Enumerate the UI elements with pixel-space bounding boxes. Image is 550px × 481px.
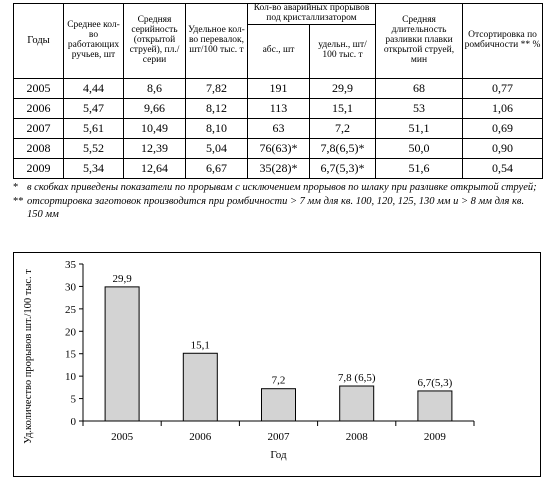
y-tick-label: 15: [65, 348, 76, 361]
data-label: 7,2: [271, 374, 286, 387]
x-tick-label: 2008: [345, 431, 368, 443]
cell-series: 8,6: [124, 78, 186, 98]
header-streams: Среднее кол-во работающих ручьев, шт: [64, 4, 124, 79]
cell-transfers: 6,67: [186, 158, 248, 178]
x-tick-label: 2007: [267, 431, 290, 443]
footnotes: [13, 181, 541, 222]
cell-rhomb: 0,69: [463, 118, 543, 138]
header-breakouts-spec: удельн., шт/ 100 тыс. т: [310, 24, 376, 78]
cell-spec: 6,7(5,3)*: [310, 158, 376, 178]
cell-spec: 29,9: [310, 78, 376, 98]
data-label: 6,7(5,3): [417, 376, 453, 389]
x-tick-label: 2009: [423, 431, 446, 443]
cell-streams: 5,52: [64, 138, 124, 158]
header-year: Годы: [14, 4, 64, 79]
table-row: [14, 98, 543, 118]
table-row: [14, 138, 543, 158]
table-row: [14, 78, 543, 98]
cell-streams: 5,61: [64, 118, 124, 138]
cell-duration: 68: [376, 78, 463, 98]
x-axis-label: Год: [270, 449, 287, 461]
cell-abs: 113: [248, 98, 310, 118]
footnote-marker: *: [13, 182, 19, 193]
cell-year: 2006: [14, 98, 64, 118]
cell-streams: 4,44: [64, 78, 124, 98]
cell-abs: 76(63)*: [248, 138, 310, 158]
bar: [105, 287, 139, 421]
cell-year: 2009: [14, 158, 64, 178]
bar: [183, 353, 217, 421]
cell-spec: 7,8(6,5)*: [310, 138, 376, 158]
footnote-text: отсортировка заготовок производится при ромбичности > 7 мм для кв. 100, 120, 125, 130 мм и > 8 мм для кв. 150 мм: [27, 196, 525, 220]
data-label: 15,1: [190, 339, 210, 352]
cell-spec: 15,1: [310, 98, 376, 118]
x-tick-label: 2005: [111, 431, 134, 443]
data-label: 7,8 (6,5): [337, 372, 376, 385]
cell-spec: 7,2: [310, 118, 376, 138]
y-tick-label: 0: [70, 416, 76, 428]
table-row: [14, 158, 543, 178]
cell-year: 2008: [14, 138, 64, 158]
y-tick-label: 20: [65, 326, 76, 339]
cell-transfers: 8,12: [186, 98, 248, 118]
cell-duration: 53: [376, 98, 463, 118]
header-series: Средняя серийность (открытой струей), пл./серии: [124, 4, 186, 79]
y-axis-label: Уд.количество прорывов шт./100 тыс. т: [23, 269, 34, 444]
x-tick-label: 2006: [189, 431, 212, 443]
footnote: [13, 195, 541, 221]
cell-rhomb: 0,90: [463, 138, 543, 158]
cell-rhomb: 0,54: [463, 158, 543, 178]
cell-duration: 51,1: [376, 118, 463, 138]
cell-duration: 50,0: [376, 138, 463, 158]
cell-rhomb: 1,06: [463, 98, 543, 118]
cell-year: 2005: [14, 78, 64, 98]
footnote-text: в скобках приведены показатели по прорывам с исключением прорывов по шлаку при разливке открытой струей;: [27, 182, 537, 193]
cell-series: 9,66: [124, 98, 186, 118]
cell-abs: 35(28)*: [248, 158, 310, 178]
chart-frame: [13, 252, 541, 477]
header-rhomb: Отсортировка по ромбичности ** %: [463, 4, 543, 79]
y-tick-label: 30: [65, 281, 76, 294]
cell-streams: 5,47: [64, 98, 124, 118]
cell-transfers: 8,10: [186, 118, 248, 138]
bar: [418, 391, 452, 421]
data-label: 29,9: [112, 272, 132, 285]
header-breakouts-group: Кол-во аварийных прорывов под кристаллизатором: [248, 4, 376, 25]
bar: [262, 389, 296, 421]
cell-duration: 51,6: [376, 158, 463, 178]
cell-series: 12,64: [124, 158, 186, 178]
header-duration: Средняя длительность разливки плавки открытой струей, мин: [376, 4, 463, 79]
bar: [340, 386, 374, 421]
header-transfers: Удельное кол-во перевалок, шт/100 тыс. т: [186, 4, 248, 79]
table-row: [14, 118, 543, 138]
cell-abs: 63: [248, 118, 310, 138]
header-breakouts-abs: абс., шт: [248, 24, 310, 78]
cell-series: 10,49: [124, 118, 186, 138]
y-tick-label: 25: [65, 303, 76, 316]
cell-rhomb: 0,77: [463, 78, 543, 98]
y-tick-label: 35: [65, 259, 76, 271]
y-tick-label: 5: [70, 393, 76, 406]
y-tick-label: 10: [65, 371, 76, 384]
footnote: [13, 181, 541, 194]
cell-transfers: 7,82: [186, 78, 248, 98]
cell-year: 2007: [14, 118, 64, 138]
cell-abs: 191: [248, 78, 310, 98]
cell-streams: 5,34: [64, 158, 124, 178]
breakouts-table: [13, 3, 543, 179]
cell-series: 12,39: [124, 138, 186, 158]
breakouts-bar-chart: [14, 253, 540, 476]
footnote-marker: **: [13, 196, 24, 207]
cell-transfers: 5,04: [186, 138, 248, 158]
